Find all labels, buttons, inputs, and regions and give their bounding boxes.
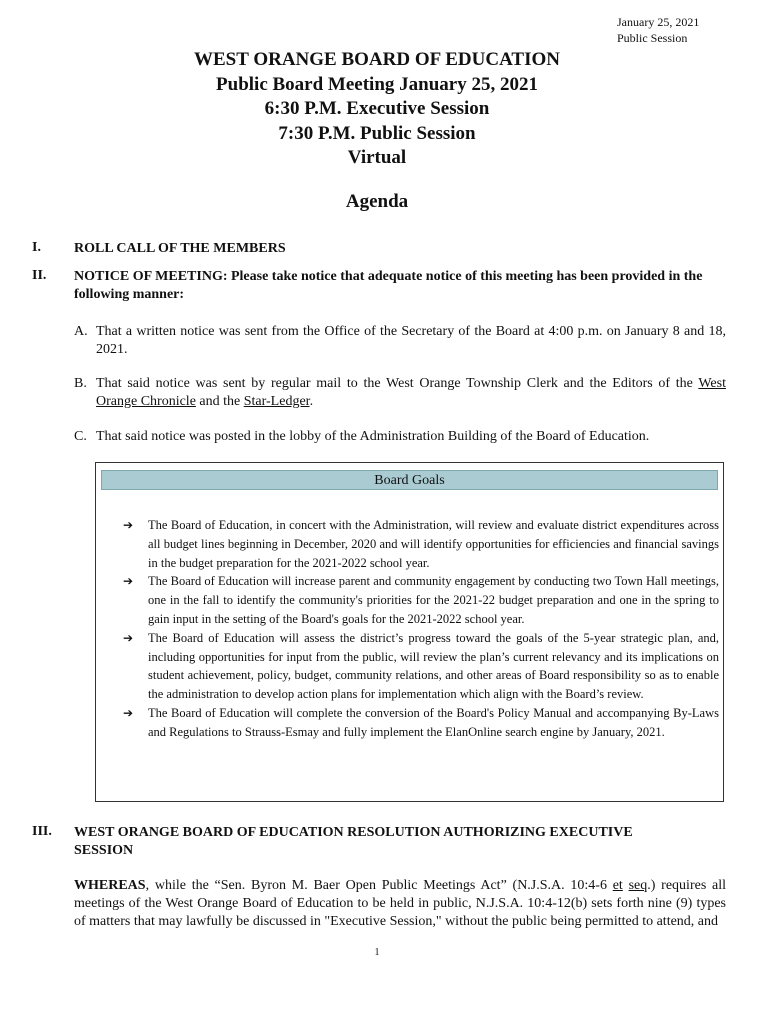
title-board-name: WEST ORANGE BOARD OF EDUCATION xyxy=(194,49,560,70)
notice-item-a-letter: A. xyxy=(74,324,88,339)
board-goals-list xyxy=(123,516,719,742)
page-number: 1 xyxy=(374,947,380,958)
section-3-title: WEST ORANGE BOARD OF EDUCATION RESOLUTION AUTHORIZING EXECUTIVE SESSION xyxy=(74,825,633,858)
notice-item-b-text-post: . xyxy=(309,394,314,409)
board-goal-text: The Board of Education will assess the district’s progress toward the goals of the 5-year strategic plan, and, including opportunities for input from the public, will review the plan’s current relevancy and its implications on student achievement, policy, budget, community relations, and other areas of Board responsibility so as to enable the administration to develop action plans for implementation which align with the Board’s review. xyxy=(148,630,719,702)
newspaper-star-ledger: Star-Ledger xyxy=(243,394,310,409)
notice-item-a-text: That a written notice was sent from the Office of the Secretary of the Board at 4:00 p.m. on January 8 and 18, 2021. xyxy=(96,324,726,357)
notice-item-c-text: That said notice was posted in the lobby of the Administration Building of the Board of Education. xyxy=(96,429,650,444)
whereas-text-2: .) requires all meetings of the West Orange Board of Education to be held in public, N.J.S.A. 10:4-12(b) sets forth nine (9) types of matters that may lawfully be discussed in "Executive Session," without the public being permitted to attend, and xyxy=(74,878,727,929)
whereas-seq: seq xyxy=(628,878,648,893)
newspaper-west-orange-chronicle: West Orange Chronicle xyxy=(96,376,726,409)
section-2-number: II. xyxy=(32,268,47,283)
agenda-heading: Agenda xyxy=(345,191,409,212)
notice-item-b-text-mid: and the xyxy=(195,394,244,409)
section-1-number: I. xyxy=(32,240,41,255)
board-goal-item xyxy=(123,572,719,628)
whereas-et: et xyxy=(612,878,623,893)
notice-item-b-text xyxy=(96,375,726,411)
arrow-right-icon: ➔ xyxy=(123,574,134,589)
whereas-label: WHEREAS xyxy=(74,878,146,893)
header-session: Public Session xyxy=(617,31,688,45)
whereas-text-1: , while the “Sen. Byron M. Baer Open Public Meetings Act” (N.J.S.A. 10:4-6 xyxy=(145,878,613,893)
header-corner-note xyxy=(617,14,699,46)
title-public-session: 7:30 P.M. Public Session xyxy=(278,122,476,144)
title-executive-session: 6:30 P.M. Executive Session xyxy=(264,98,490,119)
arrow-right-icon: ➔ xyxy=(123,630,134,645)
board-goals-heading: Board Goals xyxy=(101,470,718,490)
arrow-right-icon: ➔ xyxy=(123,705,134,720)
notice-item-b-letter: B. xyxy=(74,376,87,391)
title-meeting: Public Board Meeting January 25, 2021 xyxy=(216,73,538,95)
notice-item-a xyxy=(74,323,726,359)
header-date: January 25, 2021 xyxy=(617,15,700,29)
section-1-title: ROLL CALL OF THE MEMBERS xyxy=(74,241,286,256)
board-goal-text: The Board of Education will increase parent and community engagement by conducting two Town Hall meetings, one in the fall to identify the community's priorities for the 2021-22 budget preparation and one in the spring to gain input in the setting of the Board's goals for the 2021-2022 school year. xyxy=(148,574,719,626)
section-3-number: III. xyxy=(32,824,52,839)
arrow-right-icon: ➔ xyxy=(123,518,134,532)
notice-item-c-letter: C. xyxy=(74,429,87,444)
board-goal-text: The Board of Education will complete the conversion of the Board's Policy Manual and accompanying By-Laws and Regulations to Strauss-Esmay and fully implement the ElanOnline search engine by January, 2021. xyxy=(148,705,719,739)
section-2-title: NOTICE OF MEETING: Please take notice that adequate notice of this meeting has been provided in the following manner: xyxy=(74,269,703,302)
board-goal-item xyxy=(123,704,719,742)
notice-item-b-text-pre: That said notice was sent by regular mail to the West Orange Township Clerk and the Editors of the xyxy=(96,376,699,391)
board-goal-item xyxy=(123,516,719,572)
notice-item-b xyxy=(74,375,726,411)
whereas-paragraph xyxy=(74,877,726,931)
board-goal-item xyxy=(123,629,719,704)
notice-item-c xyxy=(74,428,726,446)
title-virtual: Virtual xyxy=(347,147,407,168)
document-title xyxy=(0,48,754,171)
board-goal-text: The Board of Education, in concert with the Administration, will review and evaluate district expenditures across all budget lines beginning in December, 2020 and will identify opportunities for efficiencies and financial savings in the budget preparation for the 2021-2022 school year. xyxy=(148,518,719,570)
board-goals-box xyxy=(95,462,724,802)
